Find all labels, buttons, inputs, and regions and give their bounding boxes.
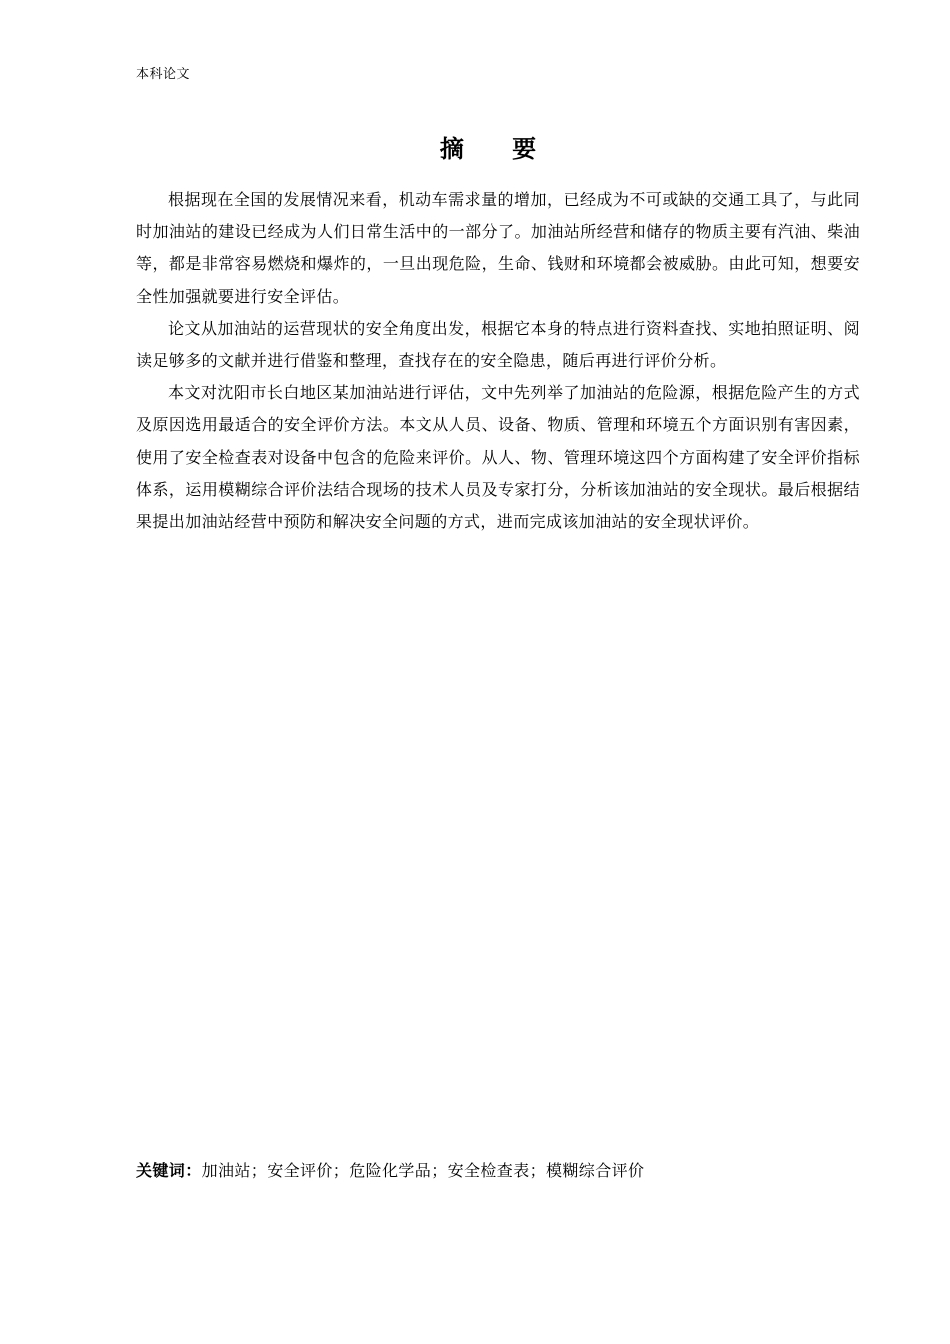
abstract-body — [136, 184, 860, 538]
abstract-title: 摘 要 — [439, 134, 557, 163]
abstract-paragraph-2: 论文从加油站的运营现状的安全角度出发，根据它本身的特点进行资料查找、实地拍照证明、阅读足够多的文献并进行借鉴和整理，查找存在的安全隐患，随后再进行评价分析。 — [136, 318, 860, 371]
abstract-paragraph-3: 本文对沈阳市长白地区某加油站进行评估，文中先列举了加油站的危险源，根据危险产生的方式及原因选用最适合的安全评价方法。本文从人员、设备、物质、管理和环境五个方面识别有害因素，使用了安全检查表对设备中包含的危险来评价。从人、物、管理环境这四个方面构建了安全评价指标体系，运用模糊综合评价法结合现场的技术人员及专家打分，分析该加油站的安全现状。最后根据结果提出加油站经营中预防和解决安全问题的方式，进而完成该加油站的安全现状评价。 — [136, 383, 860, 532]
keywords-label: 关键词： — [136, 1161, 202, 1180]
header-rule — [136, 92, 860, 93]
keywords-line — [136, 1157, 860, 1185]
abstract-paragraph-1: 根据现在全国的发展情况来看，机动车需求量的增加，已经成为不可或缺的交通工具了，与此同时加油站的建设已经成为人们日常生活中的一部分了。加油站所经营和储存的物质主要有汽油、柴油等，都是非常容易燃烧和爆炸的，一旦出现危险，生命、钱财和环境都会被威胁。由此可知，想要安全性加强就要进行安全评估。 — [136, 190, 860, 306]
keywords-value: 加油站；安全评价；危险化学品；安全检查表；模糊综合评价 — [201, 1161, 645, 1180]
running-header: 本科论文 — [136, 67, 191, 82]
